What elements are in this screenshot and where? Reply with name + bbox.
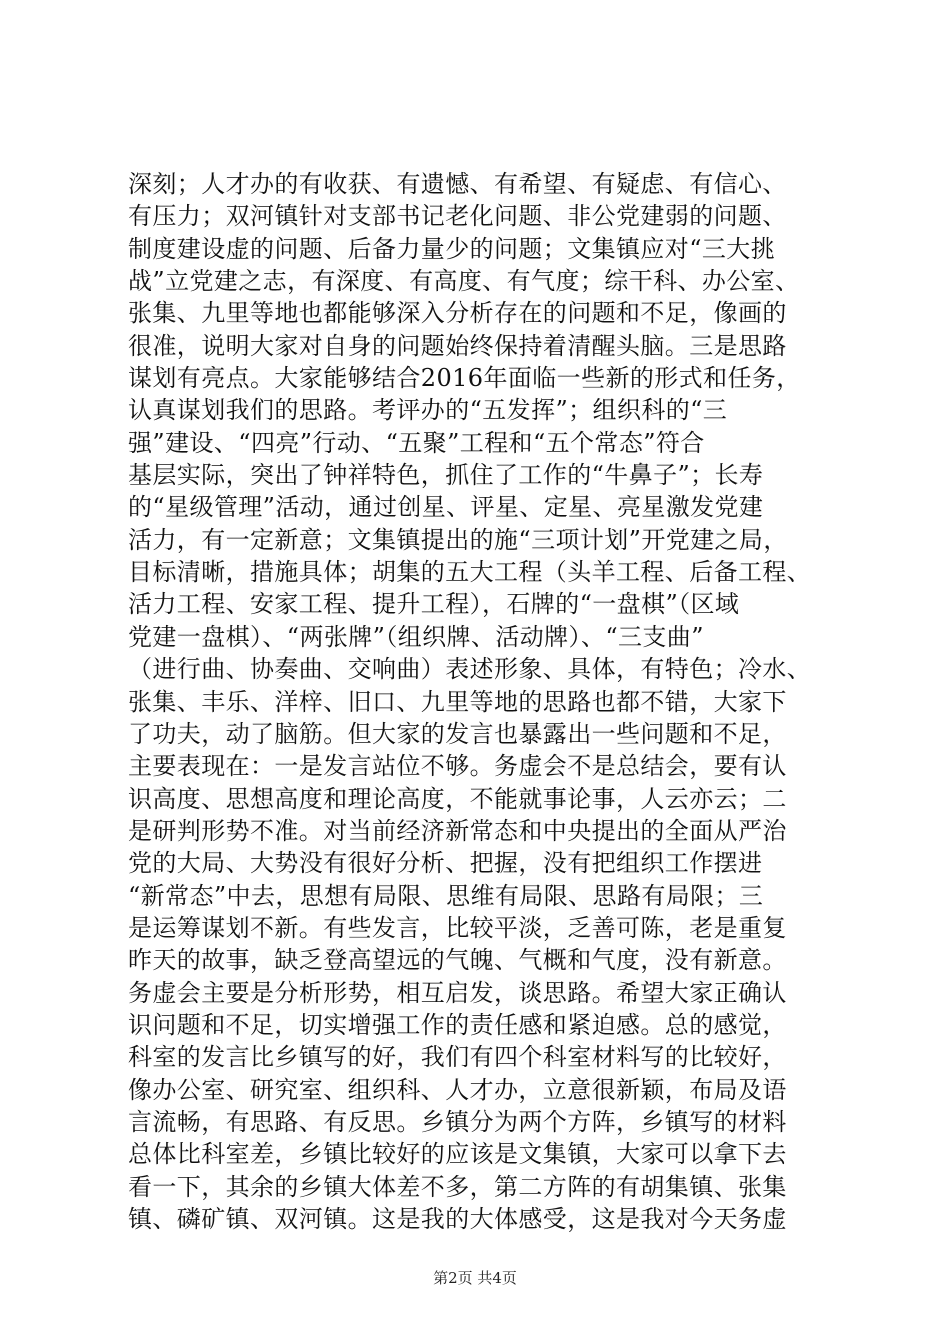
text-line: 谋划有亮点。大家能够结合2016年面临一些新的形式和任务，	[128, 364, 801, 393]
text-line: 很准，说明大家对自身的问题始终保持着清醒头脑。三是思路	[128, 331, 787, 360]
text-line: 认真谋划我们的思路。考评办的“五发挥”；组织科的“三	[128, 396, 728, 425]
text-line: 识高度、思想高度和理论高度，不能就事论事，人云亦云；二	[128, 784, 787, 813]
text-line: 有压力；双河镇针对支部书记老化问题、非公党建弱的问题、	[128, 202, 787, 231]
text-line: 务虚会主要是分析形势，相互启发，谈思路。希望大家正确认	[128, 978, 787, 1007]
text-line: 识问题和不足，切实增强工作的责任感和紧迫感。总的感觉，	[128, 1010, 787, 1039]
text-line: 看一下，其余的乡镇大体差不多，第二方阵的有胡集镇、张集	[128, 1172, 787, 1201]
text-line: 昨天的故事，缺乏登高望远的气魄、气概和气度，没有新意。	[128, 946, 787, 975]
text-line: （进行曲、协奏曲、交响曲）表述形象、具体，有特色；冷水、	[128, 655, 812, 684]
text-line: 活力，有一定新意；文集镇提出的施“三项计划”开党建之局，	[128, 525, 788, 554]
text-line: 主要表现在：一是发言站位不够。务虚会不是总结会，要有认	[128, 752, 787, 781]
text-line: 目标清晰，措施具体；胡集的五大工程（头羊工程、后备工程、	[128, 558, 812, 587]
text-line: 是运筹谋划不新。有些发言，比较平淡，乏善可陈，老是重复	[128, 913, 787, 942]
text-line: 制度建设虚的问题、后备力量少的问题；文集镇应对“三大挑	[128, 234, 776, 263]
text-line: 活力工程、安家工程、提升工程），石牌的“一盘棋”（区域	[128, 590, 740, 619]
text-line: 科室的发言比乡镇写的好，我们有四个科室材料写的比较好，	[128, 1043, 787, 1072]
page-indicator: 第2页 共4页	[433, 1269, 517, 1287]
text-line: “新常态”中去，思想有局限、思维有局限、思路有局限；三	[128, 881, 764, 910]
text-line: 基层实际，突出了钟祥特色，抓住了工作的“牛鼻子”；长寿	[128, 461, 764, 490]
text-line: 张集、丰乐、洋梓、旧口、九里等地的思路也都不错，大家下	[128, 687, 787, 716]
text-line: 强”建设、“四亮”行动、“五聚”工程和“五个常态”符合	[128, 428, 705, 457]
text-line: 言流畅，有思路、有反思。乡镇分为两个方阵，乡镇写的材料	[128, 1107, 787, 1136]
text-line: 总体比科室差，乡镇比较好的应该是文集镇，大家可以拿下去	[128, 1140, 787, 1169]
text-line: 深刻；人才办的有收获、有遗憾、有希望、有疑虑、有信心、	[128, 170, 787, 198]
text-line: 党的大局、大势没有很好分析、把握，没有把组织工作摆进	[128, 849, 763, 878]
text-line: 了功夫，动了脑筋。但大家的发言也暴露出一些问题和不足，	[128, 719, 787, 748]
text-line: 战”立党建之志，有深度、有高度、有气度；综干科、办公室、	[128, 267, 800, 296]
body-text	[128, 168, 848, 1235]
text-line: 张集、九里等地也都能够深入分析存在的问题和不足，像画的	[128, 299, 787, 328]
text-line: 党建一盘棋）、“两张牌”（组织牌、活动牌）、“三支曲”	[128, 622, 704, 651]
text-line: 像办公室、研究室、组织科、人才办，立意很新颖，布局及语	[128, 1075, 787, 1104]
text-line: 的“星级管理”活动，通过创星、评星、定星、亮星激发党建	[128, 493, 764, 522]
text-line: 镇、磷矿镇、双河镇。这是我的大体感受，这是我对今天务虚	[128, 1205, 787, 1233]
text-line: 是研判形势不准。对当前经济新常态和中央提出的全面从严治	[128, 816, 787, 845]
page-footer	[0, 1268, 950, 1288]
